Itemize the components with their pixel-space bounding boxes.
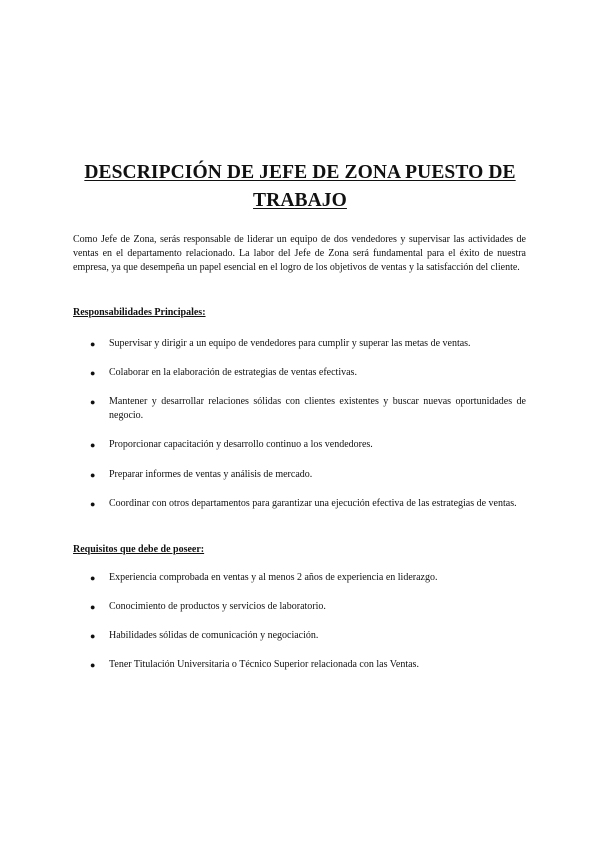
bullet-icon: ● xyxy=(90,602,96,612)
requirement-text: Habilidades sólidas de comunicación y negociación. xyxy=(109,630,319,641)
responsibility-item xyxy=(90,366,526,380)
intro-paragraph: Como Jefe de Zona, serás responsable de liderar un equipo de dos vendedores y supervisar las actividades de ventas en el departamento relacionado. La labor del Jefe de Zona será fundamental para el éxito de nuestra empresa, ya que desempeña un papel esencial en el logro de los objetivos de ventas y la satisfacción del cliente. xyxy=(73,234,526,274)
bullet-icon: ● xyxy=(90,368,96,378)
bullet-icon: ● xyxy=(90,499,96,509)
bullet-icon: ● xyxy=(90,631,96,641)
requirement-item xyxy=(90,658,526,672)
responsibility-item xyxy=(90,337,526,351)
bullet-icon: ● xyxy=(90,470,96,480)
responsibility-text: Coordinar con otros departamentos para garantizar una ejecución efectiva de las estrategias de ventas. xyxy=(109,498,517,509)
responsibility-item xyxy=(90,438,526,452)
bullet-icon: ● xyxy=(90,660,96,670)
requirement-item xyxy=(90,629,526,643)
responsibility-text: Preparar informes de ventas y análisis de mercado. xyxy=(109,469,313,480)
responsibility-text: Mantener y desarrollar relaciones sólidas con clientes existentes y buscar nuevas oportunidades de negocio. xyxy=(109,396,526,422)
bullet-icon: ● xyxy=(90,397,96,407)
responsibility-item xyxy=(90,395,526,423)
bullet-icon: ● xyxy=(90,440,96,450)
responsibility-text: Colaborar en la elaboración de estrategias de ventas efectivas. xyxy=(109,367,357,378)
bullet-icon: ● xyxy=(90,339,96,349)
responsibility-text: Supervisar y dirigir a un equipo de vendedores para cumplir y superar las metas de ventas. xyxy=(109,338,471,349)
bullet-icon: ● xyxy=(90,573,96,583)
requirement-text: Tener Titulación Universitaria o Técnico Superior relacionada con las Ventas. xyxy=(109,659,419,670)
requirement-text: Experiencia comprobada en ventas y al menos 2 años de experiencia en liderazgo. xyxy=(109,572,438,583)
responsibility-item xyxy=(90,468,526,482)
page-title: DESCRIPCIÓN DE JEFE DE ZONA PUESTO DE TRABAJO xyxy=(84,162,516,211)
requirements-heading: Requisitos que debe de poseer: xyxy=(73,544,205,555)
requirement-text: Conocimiento de productos y servicios de laboratorio. xyxy=(109,601,326,612)
responsibilities-heading: Responsabilidades Principales: xyxy=(73,307,206,318)
responsibility-item xyxy=(90,497,526,511)
requirement-item xyxy=(90,600,526,614)
requirement-item xyxy=(90,571,526,585)
responsibility-text: Proporcionar capacitación y desarrollo continuo a los vendedores. xyxy=(109,439,373,450)
